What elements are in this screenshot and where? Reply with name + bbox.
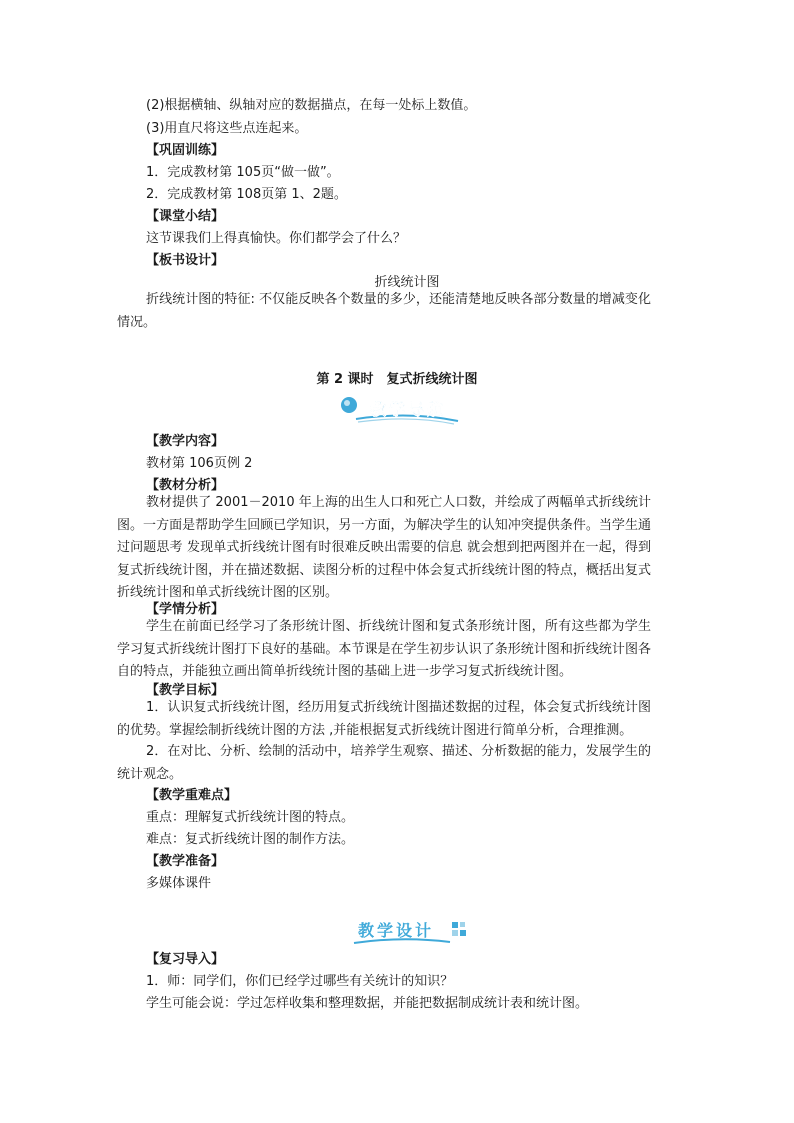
board-title: 折线统计图 — [374, 275, 440, 290]
analysis-text: 教材提供了 2001－2010 年上海的出生人口和死亡人口数，并绘成了两幅单式折线统计图。一方面是帮助学生回顾已学知识，另一方面，为解决学生的认知冲突提供条件。当学生通过问题思考 发现单式折线统计图有时很难反映出需要的信息 就会想到把两图并在一起，得到复式折线统计图，并在描述数据、读图分析的过程中体会复式折线统计图的特点，概括出复式折线统计图和单式折线统计图的区别。 — [117, 495, 651, 601]
summary-heading: 【课堂小结】 — [146, 209, 225, 224]
review-question: 1．师：同学们，你们已经学过哪些有关统计的知识？ — [146, 974, 454, 989]
preparation-text: 多媒体课件 — [146, 876, 212, 891]
students-text: 学生在前面已经学习了条形统计图、折线统计图和复式条形统计图，所有这些都为学生学习复式折线统计图打下良好的基础。本节课是在学生初步认识了条形统计图和折线统计图各自的特点，并能独立画出简单折线统计图的基础上进一步学习复式折线统计图。 — [117, 619, 651, 680]
teaching-design-banner — [352, 914, 472, 948]
summary-text: 这节课我们上得真愉快。你们都学会了什么？ — [146, 231, 407, 246]
review-heading: 【复习导入】 — [146, 952, 225, 967]
banner-2-label: 教学设计 — [358, 921, 435, 940]
practice-heading: 【巩固训练】 — [146, 143, 225, 158]
practice-item-1: 1．完成教材第 105页“做一做”。 — [146, 165, 340, 180]
step-2-text: (2)根据横轴、纵轴对应的数据描点，在每一处标上数值。 — [146, 98, 477, 113]
difficulty-text: 难点：复式折线统计图的制作方法。 — [146, 832, 355, 847]
banner-1-label: 教学导航 — [370, 400, 447, 419]
content-heading: 【教学内容】 — [146, 434, 225, 449]
lesson-title: 第 2 课时 复式折线统计图 — [316, 372, 478, 387]
key-points-heading: 【教学重难点】 — [146, 788, 238, 803]
analysis-heading: 【教材分析】 — [146, 478, 225, 493]
goal-1-text: 1．认识复式折线统计图，经历用复式折线统计图描述数据的过程，体会复式折线统计图的优势。掌握绘制折线统计图的方法 ,并能根据复式折线统计图进行简单分析，合理推测。 — [117, 700, 651, 738]
practice-item-2: 2．完成教材第 108页第 1、2题。 — [146, 187, 347, 202]
preparation-heading: 【教学准备】 — [146, 854, 225, 869]
content-text: 教材第 106页例 2 — [146, 456, 253, 471]
students-heading: 【学情分析】 — [146, 602, 225, 617]
step-3-text: (3)用直尺将这些点连起来。 — [146, 121, 308, 136]
key-point-text: 重点：理解复式折线统计图的特点。 — [146, 810, 355, 825]
goals-heading: 【教学目标】 — [146, 683, 225, 698]
review-answer: 学生可能会说：学过怎样收集和整理数据，并能把数据制成统计表和统计图。 — [146, 996, 589, 1011]
goal-2-text: 2．在对比、分析、绘制的活动中，培养学生观察、描述、分析数据的能力，发展学生的统计观念。 — [117, 744, 651, 782]
board-text: 折线统计图的特征: 不仅能反映各个数量的多少，还能清楚地反映各部分数量的增减变化情况。 — [117, 292, 651, 330]
board-heading: 【板书设计】 — [146, 253, 225, 268]
teaching-navigation-banner — [340, 391, 460, 427]
